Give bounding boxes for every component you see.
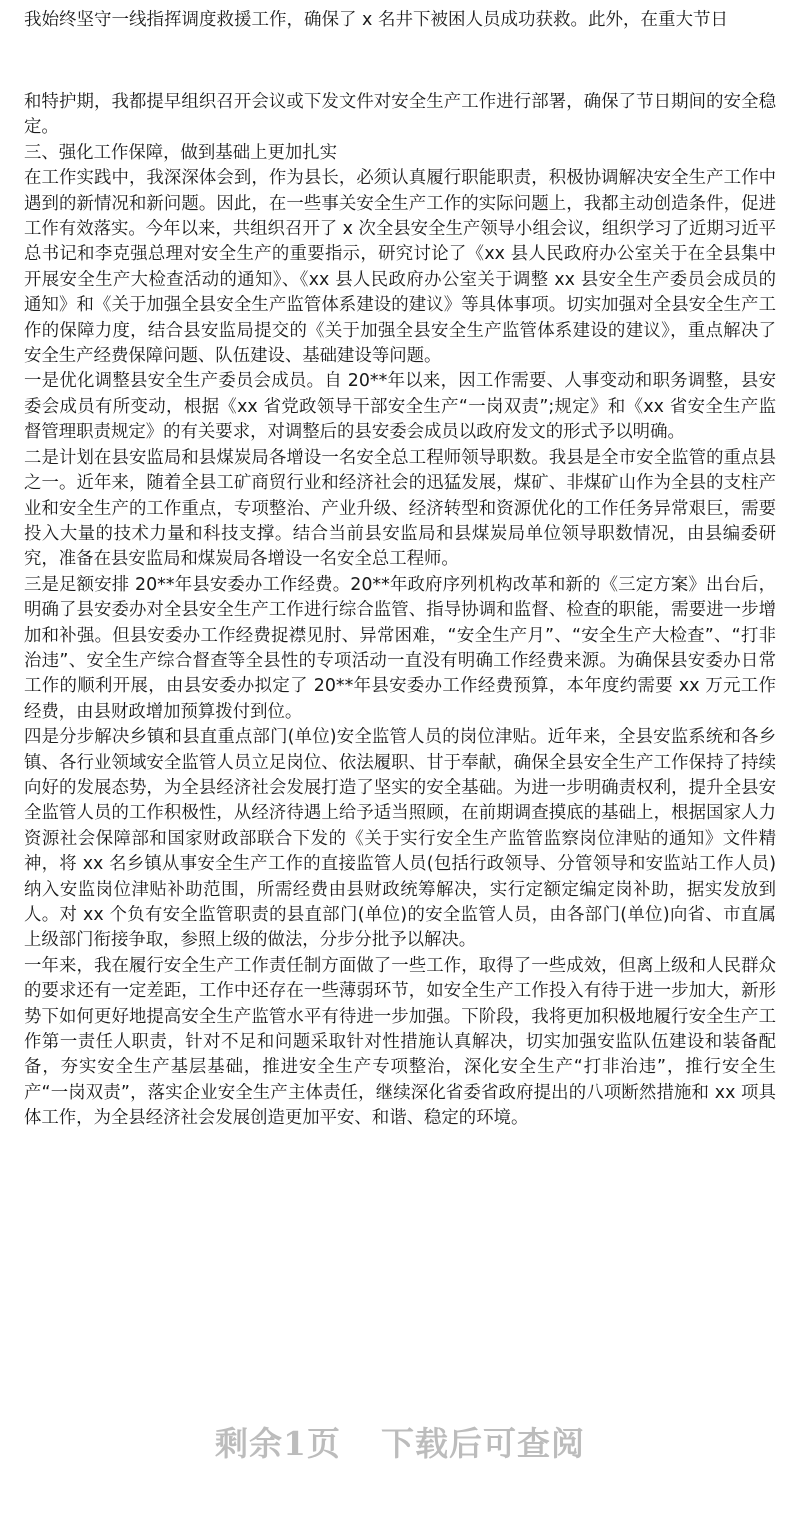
- paragraph-item-two: 二是计划在县安监局和县煤炭局各增设一名安全总工程师领导职数。我县是全市安全监管的重点县之一。近年来，随着全县工矿商贸行业和经济社会的迅猛发展，煤矿、非煤矿山作为全县的支柱产业和安全生产的工作重点，专项整治、产业升级、经济转型和资源优化的工作任务异常艰巨，需要投入大量的技术力量和科技支撑。结合当前县安监局和县煤炭局单位领导职数情况，由县编委研究，准备在县安监局和煤炭局各增设一名安全总工程师。: [24, 447, 776, 570]
- paragraph-work-practice: 在工作实践中，我深深体会到，作为县长，必须认真履行职能职责，积极协调解决安全生产工作中遇到的新情况和新问题。因此，在一些事关安全生产工作的实际问题上，我都主动创造条件，促进工作有效落实。今年以来，共组织召开了 x 次全县安全生产领导小组会议，组织学习了近期习近平总书记和李克强总理对安全生产的重要指示，研究讨论了《xx 县人民政府办公室关于在全县集中开展安全生产大检查活动的通知》、《xx 县人民政府办公室关于调整 xx 县安全生产委员会成员的通知》和《关于加强全县安全生产监管体系建设的建议》等具体事项。切实加强对全县安全生产工作的保障力度，结合县安监局提交的《关于加强全县安全生产监管体系建设的建议》，重点解决了安全生产经费保障问题、队伍建设、基础建设等问题。: [24, 168, 776, 367]
- paragraph-item-one: 一是优化调整县安全生产委员会成员。自 20**年以来，因工作需要、人事变动和职务调整，县安委会成员有所变动，根据《xx 省党政领导干部安全生产“一岗双责”;规定》和《xx 省安全生产监督管理职责规定》的有关要求，对调整后的县安委会成员以政府发文的形式予以明确。: [24, 371, 776, 443]
- paragraph-conclusion: 一年来，我在履行安全生产工作责任制方面做了一些工作，取得了一些成效，但离上级和人民群众的要求还有一定差距，工作中还存在一些薄弱环节，如安全生产工作投入有待于进一步加大，新形势下如何更好地提高安全生产监管水平有待进一步加强。下阶段，我将更加积极地履行安全生产工作第一责任人职责，针对不足和问题采取针对性措施认真解决，切实加强安监队伍建设和装备配备，夯实安全生产基层基础，推进安全生产专项整治，深化安全生产“打非治违”，推行安全生产“一岗双责”，落实企业安全生产主体责任，继续深化省委省政府提出的八项断然措施和 xx 项具体工作，为全县经济社会发展创造更加平安、和谐、稳定的环境。: [24, 955, 776, 1129]
- paragraph-holiday-safety: 和特护期，我都提早组织召开会议或下发文件对安全生产工作进行部署，确保了节日期间的安全稳定。: [24, 92, 776, 138]
- cut-off-line: [24, 0, 776, 6]
- paragraph-item-three: 三是足额安排 20**年县安委办工作经费。20**年政府序列机构改革和新的《三定方案》出台后，明确了县安委办对全县安全生产工作进行综合监管、指导协调和监督、检查的职能，需要进一步增加和补强。但县安委办工作经费捉襟见肘、异常困难，“安全生产月”、“安全生产大检查”、“打非治违”、安全生产综合督查等全县性的专项活动一直没有明确工作经费来源。为确保县安委办日常工作的顺利开展，由县安委办拟定了 20**年县安委办工作经费预算，本年度约需要 xx 万元工作经费，由县财政增加预算拨付到位。: [24, 574, 776, 722]
- section-heading: 三、强化工作保障，做到基础上更加扎实: [24, 142, 338, 163]
- fragment-line: 我始终坚守一线指挥调度救援工作，确保了 x 名井下被困人员成功获救。此外，在重大节日: [24, 10, 728, 30]
- remaining-pages-label: 剩余1页: [215, 1424, 341, 1463]
- paragraph-item-four: 四是分步解决乡镇和县直重点部门(单位)安全监管人员的岗位津贴。近年来，全县安监系统和各乡镇、各行业领域安全监管人员立足岗位、依法履职、甘于奉献，确保全县安全生产工作保持了持续向好的发展态势，为全县经济社会发展打造了坚实的安全基础。为进一步明确责权利，提升全县安全监管人员的工作积极性，从经济待遇上给予适当照顾，在前期调查摸底的基础上，根据国家人力资源社会保障部和国家财政部联合下发的《关于实行安全生产监管监察岗位津贴的通知》文件精神，将 xx 名乡镇从事安全生产工作的直接监管人员(包括行政领导、分管领导和安监站工作人员)纳入安监岗位津贴补助范围，所需经费由县财政统筹解决，实行定额定编定岗补助，据实发放到人。对 xx 个负有安全监管职责的县直部门(单位)的安全监管人员，由各部门(单位)向省、市直属上级部门衔接争取，参照上级的做法，分步分批予以解决。: [24, 727, 776, 951]
- download-banner[interactable]: [0, 1418, 800, 1465]
- document-body: [24, 90, 776, 1132]
- download-prompt-label[interactable]: 下载后可查阅: [380, 1424, 585, 1463]
- previous-page-fragment: [24, 0, 776, 30]
